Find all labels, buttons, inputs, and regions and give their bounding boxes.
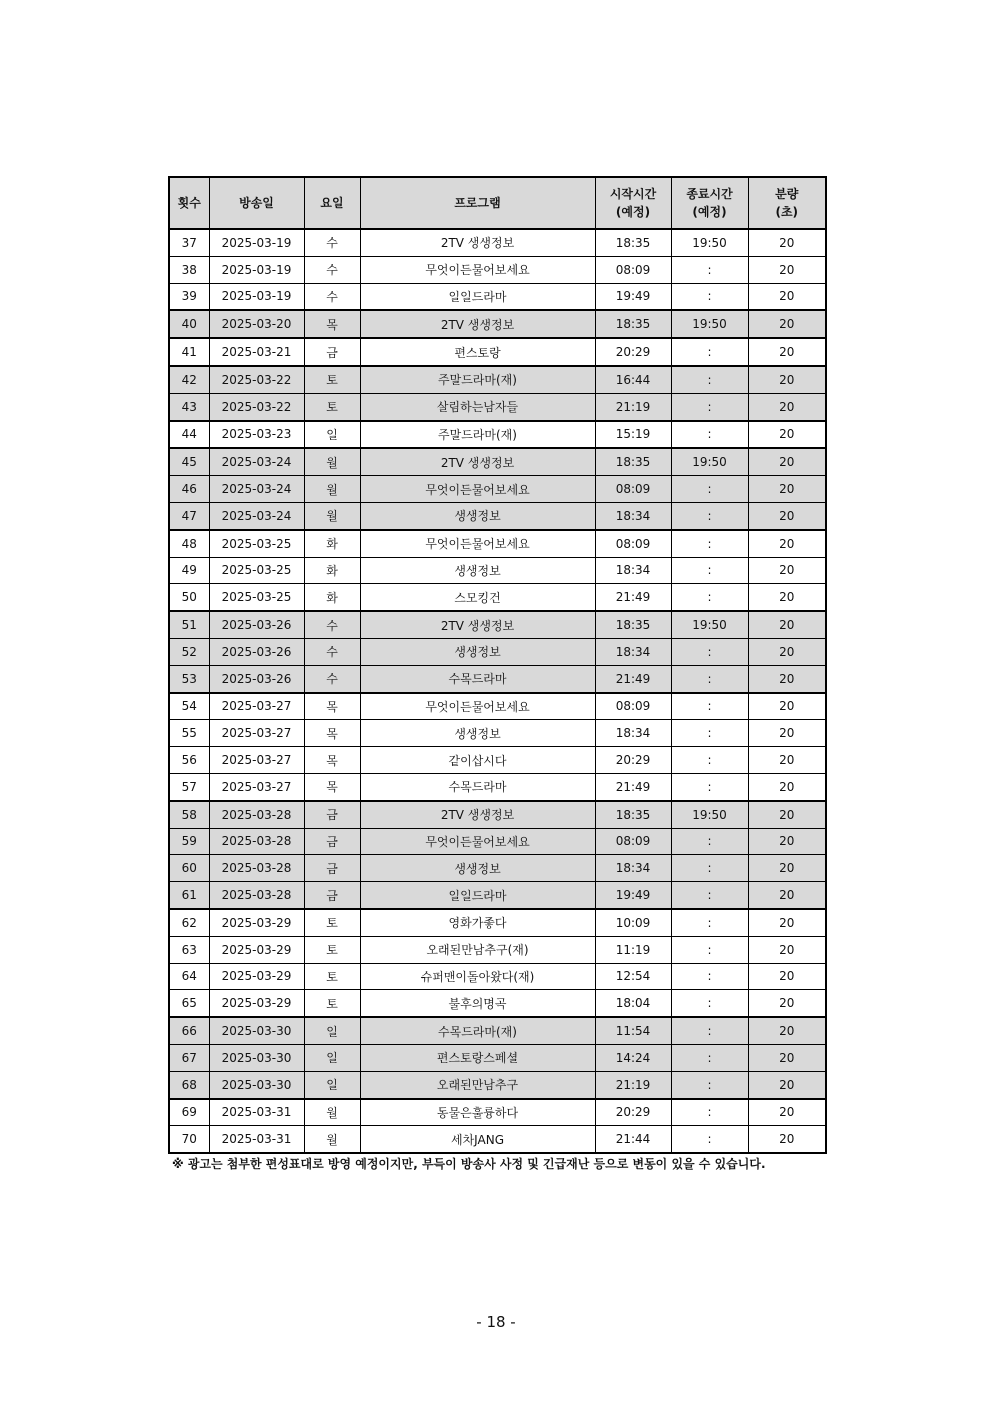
start-time-cell: 18:35	[595, 229, 671, 256]
date-cell: 2025-03-26	[209, 638, 304, 665]
end-time-cell: :	[671, 747, 748, 774]
end-time-cell: :	[671, 638, 748, 665]
program-cell: 2TV 생생정보	[360, 229, 595, 256]
count-cell: 66	[169, 1017, 209, 1044]
table-row	[169, 665, 826, 692]
weekday-cell: 금	[304, 338, 360, 366]
table-row	[169, 963, 826, 990]
weekday-cell: 월	[304, 476, 360, 503]
end-time-cell: :	[671, 393, 748, 420]
weekday-cell: 금	[304, 828, 360, 855]
date-cell: 2025-03-25	[209, 530, 304, 557]
date-cell: 2025-03-25	[209, 584, 304, 611]
end-time-cell: :	[671, 963, 748, 990]
weekday-cell: 화	[304, 584, 360, 611]
end-time-cell: :	[671, 693, 748, 720]
start-time-cell: 08:09	[595, 530, 671, 557]
duration-cell: 20	[748, 773, 826, 800]
weekday-cell: 토	[304, 963, 360, 990]
table-header	[169, 177, 826, 229]
program-cell: 편스토랑스페셜	[360, 1044, 595, 1071]
table-row	[169, 366, 826, 393]
weekday-cell: 월	[304, 1099, 360, 1126]
weekday-cell: 토	[304, 990, 360, 1017]
duration-cell: 20	[748, 476, 826, 503]
table-row	[169, 476, 826, 503]
end-time-cell: :	[671, 773, 748, 800]
program-cell: 스모킹건	[360, 584, 595, 611]
count-cell: 67	[169, 1044, 209, 1071]
date-cell: 2025-03-30	[209, 1044, 304, 1071]
end-time-cell: :	[671, 421, 748, 449]
weekday-cell: 일	[304, 1044, 360, 1071]
program-cell: 수목드라마	[360, 773, 595, 800]
weekday-cell: 월	[304, 502, 360, 529]
start-time-cell: 19:49	[595, 283, 671, 310]
start-time-cell: 18:34	[595, 638, 671, 665]
count-cell: 39	[169, 283, 209, 310]
count-cell: 63	[169, 936, 209, 963]
program-cell: 2TV 생생정보	[360, 448, 595, 475]
weekday-cell: 월	[304, 1126, 360, 1153]
start-time-cell: 21:49	[595, 773, 671, 800]
start-time-cell: 08:09	[595, 828, 671, 855]
table-row	[169, 1044, 826, 1071]
weekday-cell: 토	[304, 936, 360, 963]
table-row	[169, 773, 826, 800]
end-time-cell: 19:50	[671, 229, 748, 256]
duration-cell: 20	[748, 990, 826, 1017]
program-cell: 살림하는남자들	[360, 393, 595, 420]
count-cell: 53	[169, 665, 209, 692]
program-cell: 수목드라마	[360, 665, 595, 692]
end-time-cell: :	[671, 882, 748, 909]
table-row	[169, 747, 826, 774]
program-cell: 생생정보	[360, 855, 595, 882]
count-cell: 59	[169, 828, 209, 855]
column-header: 요일	[304, 177, 360, 229]
date-cell: 2025-03-29	[209, 990, 304, 1017]
program-cell: 주말드라마(재)	[360, 366, 595, 393]
end-time-cell: :	[671, 530, 748, 557]
weekday-cell: 금	[304, 882, 360, 909]
duration-cell: 20	[748, 1126, 826, 1153]
count-cell: 58	[169, 801, 209, 828]
end-time-cell: 19:50	[671, 611, 748, 638]
duration-cell: 20	[748, 855, 826, 882]
start-time-cell: 18:35	[595, 310, 671, 338]
start-time-cell: 21:44	[595, 1126, 671, 1153]
start-time-cell: 18:04	[595, 990, 671, 1017]
duration-cell: 20	[748, 421, 826, 449]
duration-cell: 20	[748, 229, 826, 256]
program-cell: 동물은훌륭하다	[360, 1099, 595, 1126]
start-time-cell: 21:19	[595, 393, 671, 420]
table-row	[169, 448, 826, 475]
date-cell: 2025-03-23	[209, 421, 304, 449]
count-cell: 46	[169, 476, 209, 503]
start-time-cell: 18:35	[595, 448, 671, 475]
weekday-cell: 일	[304, 1017, 360, 1044]
duration-cell: 20	[748, 828, 826, 855]
count-cell: 49	[169, 557, 209, 584]
program-cell: 편스토랑	[360, 338, 595, 366]
program-cell: 주말드라마(재)	[360, 421, 595, 449]
program-cell: 같이삽시다	[360, 747, 595, 774]
duration-cell: 20	[748, 393, 826, 420]
count-cell: 37	[169, 229, 209, 256]
start-time-cell: 20:29	[595, 747, 671, 774]
table-row	[169, 584, 826, 611]
count-cell: 41	[169, 338, 209, 366]
count-cell: 40	[169, 310, 209, 338]
date-cell: 2025-03-24	[209, 502, 304, 529]
duration-cell: 20	[748, 256, 826, 283]
program-cell: 생생정보	[360, 502, 595, 529]
date-cell: 2025-03-28	[209, 828, 304, 855]
table-row	[169, 557, 826, 584]
start-time-cell: 20:29	[595, 338, 671, 366]
weekday-cell: 화	[304, 557, 360, 584]
date-cell: 2025-03-19	[209, 283, 304, 310]
end-time-cell: :	[671, 990, 748, 1017]
weekday-cell: 토	[304, 393, 360, 420]
weekday-cell: 일	[304, 421, 360, 449]
count-cell: 51	[169, 611, 209, 638]
footnote: ※ 광고는 첨부한 편성표대로 방영 예정이지만, 부득이 방송사 사정 및 긴급재난 등으로 변동이 있을 수 있습니다.	[172, 1157, 766, 1171]
weekday-cell: 월	[304, 448, 360, 475]
table-row	[169, 530, 826, 557]
count-cell: 47	[169, 502, 209, 529]
program-cell: 오래된만남추구	[360, 1071, 595, 1098]
date-cell: 2025-03-29	[209, 936, 304, 963]
start-time-cell: 20:29	[595, 1099, 671, 1126]
date-cell: 2025-03-22	[209, 366, 304, 393]
weekday-cell: 일	[304, 1071, 360, 1098]
date-cell: 2025-03-27	[209, 720, 304, 747]
count-cell: 68	[169, 1071, 209, 1098]
date-cell: 2025-03-20	[209, 310, 304, 338]
table-row	[169, 421, 826, 449]
duration-cell: 20	[748, 638, 826, 665]
duration-cell: 20	[748, 448, 826, 475]
duration-cell: 20	[748, 747, 826, 774]
duration-cell: 20	[748, 502, 826, 529]
table-row	[169, 882, 826, 909]
duration-cell: 20	[748, 909, 826, 936]
program-cell: 2TV 생생정보	[360, 310, 595, 338]
weekday-cell: 목	[304, 720, 360, 747]
duration-cell: 20	[748, 936, 826, 963]
weekday-cell: 수	[304, 229, 360, 256]
count-cell: 52	[169, 638, 209, 665]
end-time-cell: :	[671, 557, 748, 584]
end-time-cell: :	[671, 366, 748, 393]
duration-cell: 20	[748, 882, 826, 909]
program-cell: 일일드라마	[360, 882, 595, 909]
program-cell: 일일드라마	[360, 283, 595, 310]
column-header: 분량 (초)	[748, 177, 826, 229]
start-time-cell: 14:24	[595, 1044, 671, 1071]
weekday-cell: 수	[304, 665, 360, 692]
duration-cell: 20	[748, 1044, 826, 1071]
weekday-cell: 화	[304, 530, 360, 557]
date-cell: 2025-03-31	[209, 1099, 304, 1126]
count-cell: 44	[169, 421, 209, 449]
date-cell: 2025-03-21	[209, 338, 304, 366]
date-cell: 2025-03-29	[209, 963, 304, 990]
table-row	[169, 936, 826, 963]
date-cell: 2025-03-24	[209, 448, 304, 475]
end-time-cell: :	[671, 476, 748, 503]
table-row	[169, 283, 826, 310]
start-time-cell: 18:35	[595, 611, 671, 638]
start-time-cell: 18:35	[595, 801, 671, 828]
duration-cell: 20	[748, 1017, 826, 1044]
duration-cell: 20	[748, 283, 826, 310]
table-row	[169, 720, 826, 747]
count-cell: 64	[169, 963, 209, 990]
table-row	[169, 801, 826, 828]
count-cell: 61	[169, 882, 209, 909]
table-row	[169, 1071, 826, 1098]
start-time-cell: 08:09	[595, 476, 671, 503]
start-time-cell: 18:34	[595, 720, 671, 747]
start-time-cell: 18:34	[595, 502, 671, 529]
schedule-sheet	[168, 176, 825, 1154]
start-time-cell: 21:19	[595, 1071, 671, 1098]
header-row	[169, 177, 826, 229]
weekday-cell: 수	[304, 256, 360, 283]
program-cell: 생생정보	[360, 638, 595, 665]
column-header: 방송일	[209, 177, 304, 229]
date-cell: 2025-03-31	[209, 1126, 304, 1153]
duration-cell: 20	[748, 1071, 826, 1098]
table-body	[169, 229, 826, 1153]
column-header: 종료시간 (예정)	[671, 177, 748, 229]
start-time-cell: 16:44	[595, 366, 671, 393]
start-time-cell: 11:54	[595, 1017, 671, 1044]
end-time-cell: 19:50	[671, 801, 748, 828]
duration-cell: 20	[748, 338, 826, 366]
program-cell: 수목드라마(재)	[360, 1017, 595, 1044]
count-cell: 48	[169, 530, 209, 557]
program-cell: 2TV 생생정보	[360, 801, 595, 828]
end-time-cell: :	[671, 283, 748, 310]
duration-cell: 20	[748, 584, 826, 611]
duration-cell: 20	[748, 557, 826, 584]
weekday-cell: 목	[304, 747, 360, 774]
date-cell: 2025-03-27	[209, 773, 304, 800]
broadcast-schedule-table	[168, 176, 827, 1154]
duration-cell: 20	[748, 310, 826, 338]
program-cell: 2TV 생생정보	[360, 611, 595, 638]
weekday-cell: 수	[304, 611, 360, 638]
date-cell: 2025-03-29	[209, 909, 304, 936]
date-cell: 2025-03-30	[209, 1071, 304, 1098]
program-cell: 무엇이든물어보세요	[360, 530, 595, 557]
start-time-cell: 18:34	[595, 855, 671, 882]
table-row	[169, 638, 826, 665]
date-cell: 2025-03-22	[209, 393, 304, 420]
count-cell: 55	[169, 720, 209, 747]
weekday-cell: 목	[304, 773, 360, 800]
table-row	[169, 1017, 826, 1044]
table-row	[169, 693, 826, 720]
program-cell: 불후의명곡	[360, 990, 595, 1017]
end-time-cell: :	[671, 909, 748, 936]
end-time-cell: :	[671, 828, 748, 855]
start-time-cell: 21:49	[595, 665, 671, 692]
start-time-cell: 10:09	[595, 909, 671, 936]
end-time-cell: 19:50	[671, 310, 748, 338]
program-cell: 무엇이든물어보세요	[360, 256, 595, 283]
date-cell: 2025-03-25	[209, 557, 304, 584]
date-cell: 2025-03-27	[209, 693, 304, 720]
date-cell: 2025-03-28	[209, 882, 304, 909]
count-cell: 54	[169, 693, 209, 720]
weekday-cell: 목	[304, 693, 360, 720]
end-time-cell: :	[671, 338, 748, 366]
date-cell: 2025-03-28	[209, 801, 304, 828]
count-cell: 69	[169, 1099, 209, 1126]
column-header: 횟수	[169, 177, 209, 229]
count-cell: 45	[169, 448, 209, 475]
program-cell: 오래된만남추구(재)	[360, 936, 595, 963]
duration-cell: 20	[748, 530, 826, 557]
table-row	[169, 828, 826, 855]
end-time-cell: :	[671, 502, 748, 529]
program-cell: 무엇이든물어보세요	[360, 693, 595, 720]
duration-cell: 20	[748, 720, 826, 747]
end-time-cell: :	[671, 855, 748, 882]
date-cell: 2025-03-28	[209, 855, 304, 882]
end-time-cell: :	[671, 584, 748, 611]
weekday-cell: 토	[304, 366, 360, 393]
program-cell: 세차JANG	[360, 1126, 595, 1153]
start-time-cell: 11:19	[595, 936, 671, 963]
count-cell: 43	[169, 393, 209, 420]
start-time-cell: 08:09	[595, 693, 671, 720]
count-cell: 62	[169, 909, 209, 936]
table-row	[169, 256, 826, 283]
table-row	[169, 393, 826, 420]
program-cell: 무엇이든물어보세요	[360, 476, 595, 503]
duration-cell: 20	[748, 665, 826, 692]
end-time-cell: :	[671, 1126, 748, 1153]
end-time-cell: :	[671, 720, 748, 747]
weekday-cell: 수	[304, 638, 360, 665]
date-cell: 2025-03-19	[209, 256, 304, 283]
table-row	[169, 611, 826, 638]
weekday-cell: 금	[304, 801, 360, 828]
count-cell: 65	[169, 990, 209, 1017]
program-cell: 생생정보	[360, 557, 595, 584]
table-row	[169, 229, 826, 256]
count-cell: 57	[169, 773, 209, 800]
duration-cell: 20	[748, 366, 826, 393]
duration-cell: 20	[748, 693, 826, 720]
end-time-cell: :	[671, 1044, 748, 1071]
duration-cell: 20	[748, 963, 826, 990]
start-time-cell: 21:49	[595, 584, 671, 611]
table-row	[169, 502, 826, 529]
end-time-cell: :	[671, 1017, 748, 1044]
end-time-cell: :	[671, 256, 748, 283]
count-cell: 42	[169, 366, 209, 393]
end-time-cell: 19:50	[671, 448, 748, 475]
weekday-cell: 수	[304, 283, 360, 310]
weekday-cell: 목	[304, 310, 360, 338]
table-row	[169, 338, 826, 366]
end-time-cell: :	[671, 1099, 748, 1126]
program-cell: 슈퍼맨이돌아왔다(재)	[360, 963, 595, 990]
duration-cell: 20	[748, 611, 826, 638]
column-header: 시작시간 (예정)	[595, 177, 671, 229]
date-cell: 2025-03-19	[209, 229, 304, 256]
start-time-cell: 18:34	[595, 557, 671, 584]
start-time-cell: 15:19	[595, 421, 671, 449]
table-row	[169, 990, 826, 1017]
count-cell: 38	[169, 256, 209, 283]
table-row	[169, 310, 826, 338]
column-header: 프로그램	[360, 177, 595, 229]
duration-cell: 20	[748, 1099, 826, 1126]
table-row	[169, 1099, 826, 1126]
page-number: - 18 -	[476, 1313, 516, 1331]
weekday-cell: 토	[304, 909, 360, 936]
program-cell: 영화가좋다	[360, 909, 595, 936]
table-row	[169, 855, 826, 882]
start-time-cell: 08:09	[595, 256, 671, 283]
date-cell: 2025-03-24	[209, 476, 304, 503]
end-time-cell: :	[671, 1071, 748, 1098]
start-time-cell: 12:54	[595, 963, 671, 990]
end-time-cell: :	[671, 665, 748, 692]
program-cell: 생생정보	[360, 720, 595, 747]
count-cell: 70	[169, 1126, 209, 1153]
duration-cell: 20	[748, 801, 826, 828]
date-cell: 2025-03-30	[209, 1017, 304, 1044]
count-cell: 56	[169, 747, 209, 774]
weekday-cell: 금	[304, 855, 360, 882]
end-time-cell: :	[671, 936, 748, 963]
start-time-cell: 19:49	[595, 882, 671, 909]
program-cell: 무엇이든물어보세요	[360, 828, 595, 855]
date-cell: 2025-03-27	[209, 747, 304, 774]
table-row	[169, 1126, 826, 1153]
count-cell: 60	[169, 855, 209, 882]
date-cell: 2025-03-26	[209, 611, 304, 638]
date-cell: 2025-03-26	[209, 665, 304, 692]
table-row	[169, 909, 826, 936]
count-cell: 50	[169, 584, 209, 611]
